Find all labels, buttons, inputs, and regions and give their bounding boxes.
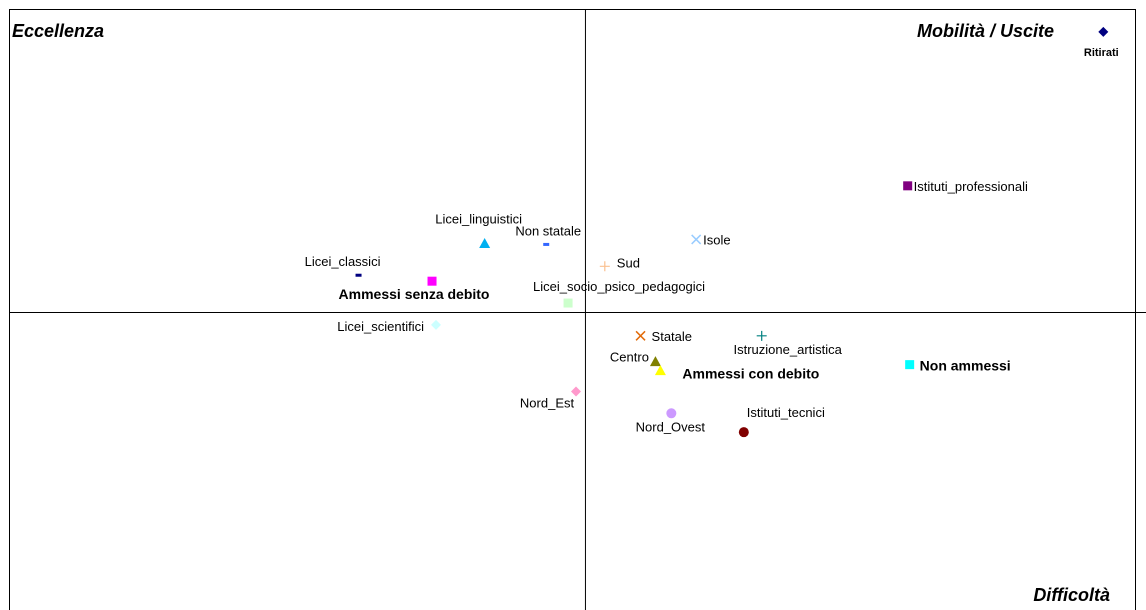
label-licei-socio-psico-pedagogici: Licei_socio_psico_pedagogici — [533, 279, 706, 295]
point-non-ammessi — [905, 358, 1011, 374]
label-non-ammessi: Non ammessi — [919, 357, 1011, 374]
marker-nord-ovest — [666, 408, 676, 418]
quadrant-label-top-left: Eccellenza — [12, 21, 105, 41]
marker-istituti-tecnici — [739, 427, 749, 437]
label-ritirati: Ritirati — [1083, 46, 1119, 59]
marker-istituti-professionali — [903, 181, 912, 190]
plot-frame — [10, 10, 1136, 610]
label-statale: Statale — [651, 328, 693, 344]
marker-non-ammessi — [905, 360, 914, 369]
label-sud: Sud — [616, 255, 640, 271]
label-istituti-tecnici: Istituti_tecnici — [746, 405, 825, 421]
label-ammessi-con-debito: Ammessi con debito — [682, 365, 820, 382]
label-isole: Isole — [703, 232, 731, 248]
label-nord-ovest: Nord_Ovest — [635, 419, 706, 435]
label-licei-classici: Licei_classici — [304, 254, 381, 270]
marker-ammessi-senza-debito — [428, 277, 437, 286]
label-nord-est: Nord_Est — [519, 395, 575, 411]
marker-licei-classici — [356, 274, 362, 277]
label-non-statale: Non statale — [515, 223, 582, 239]
label-ammessi-senza-debito: Ammessi senza debito — [338, 286, 490, 303]
label-licei-scientifici: Licei_scientifici — [337, 318, 424, 334]
marker-non-statale — [543, 243, 549, 246]
quadrant-label-bottom-right: Difficoltà — [1033, 585, 1110, 605]
point-istituti-professionali — [903, 179, 1028, 194]
quadrant-label-top-right: Mobilità / Uscite — [916, 21, 1054, 41]
label-istruzione-artistica: Istruzione_artistica — [733, 341, 842, 357]
label-centro: Centro — [609, 349, 649, 365]
label-istituti-professionali: Istituti_professionali — [913, 178, 1028, 194]
marker-licei-socio-psico-pedagogici — [564, 299, 573, 308]
label-licei-linguistici: Licei_linguistici — [435, 211, 523, 227]
